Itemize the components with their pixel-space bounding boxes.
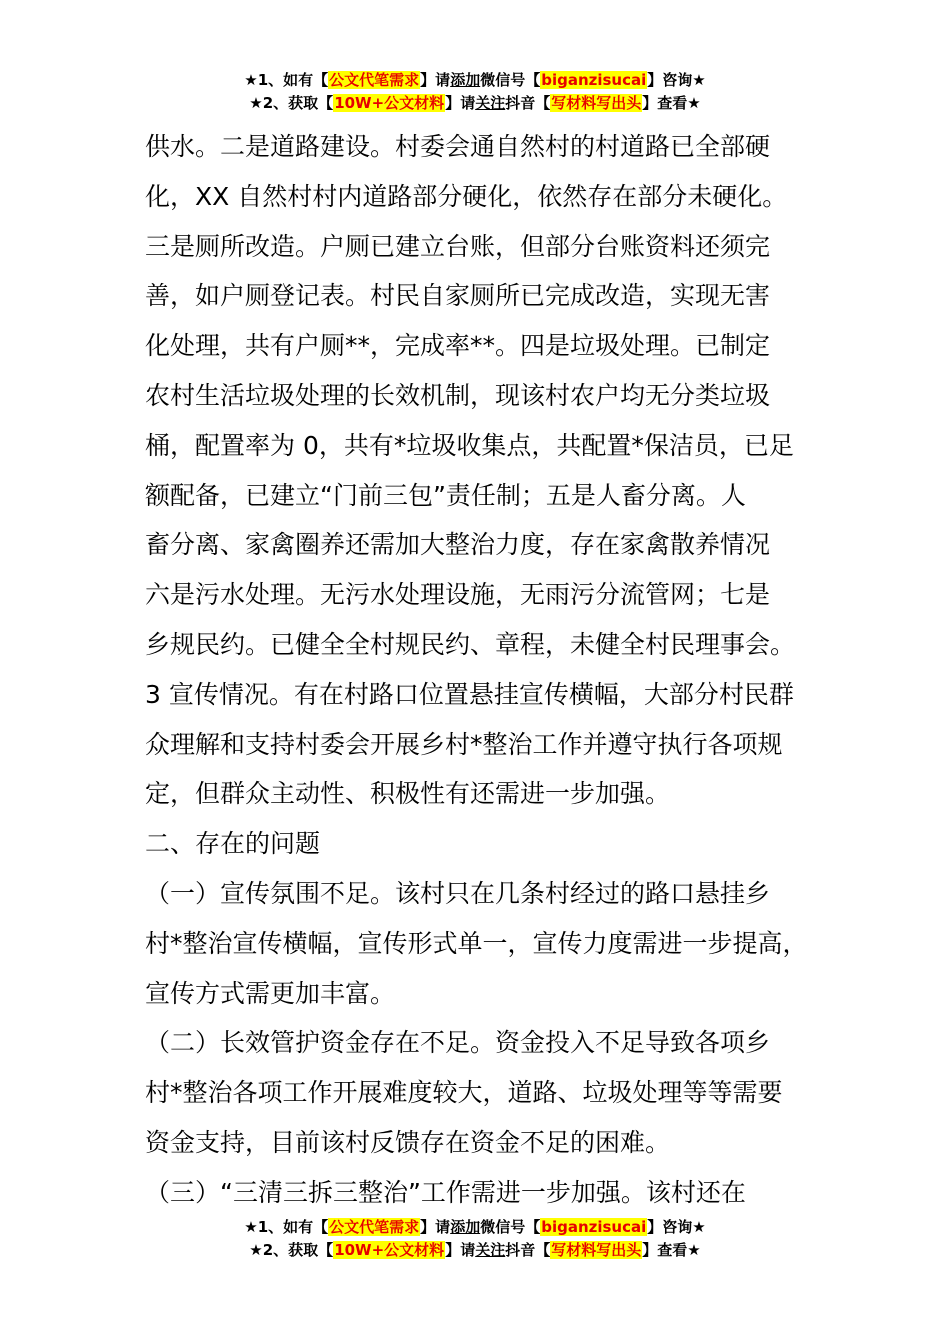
section-heading: 二、存在的问题 (145, 829, 321, 859)
body-line: 宣传方式需更加丰富。 (145, 978, 396, 1008)
body-line: （一）宣传氛围不足。该村只在几条村经过的路口悬挂乡 (145, 878, 771, 908)
header-line-1 (0, 69, 950, 92)
header-line-1-underline: 添加 (450, 71, 481, 89)
body-line: 供水。二是道路建设。村委会通自然村的村道路已全部硬 (145, 132, 771, 161)
body-line: 额配备，已建立“门前三包”责任制；五是人畜分离。人 (145, 480, 746, 510)
footer-line-1-highlight-service: 公文代笔需求 (329, 1218, 420, 1236)
header-line-2-text: 】请 (445, 94, 476, 112)
body-line: 畜分离、家禽圈养还需加大整治力度，存在家禽散养情况 (145, 530, 771, 560)
body-line: 3 宣传情况。有在村路口位置悬挂宣传横幅，大部分村民群 (145, 679, 794, 709)
footer-line-1-text: 】请 (420, 1218, 451, 1236)
header-line-2-highlight-materials: 10W+公文材料 (334, 94, 445, 112)
body-line: 桶，配置率为 0，共有*垃圾收集点，共配置*保洁员，已足 (145, 430, 794, 460)
body-line: 农村生活垃圾处理的长效机制，现该村农户均无分类垃圾 (145, 380, 771, 410)
body-line: 化，XX 自然村村内道路部分硬化，依然存在部分未硬化。 (145, 181, 788, 211)
footer-line-2-highlight-douyin: 写材料写出头 (551, 1241, 642, 1259)
footer-line-2-text: 】请 (445, 1241, 476, 1259)
body-line: 资金支持，目前该村反馈存在资金不足的困难。 (145, 1127, 671, 1157)
body-line: 村*整治各项工作开展难度较大，道路、垃圾处理等等需要 (145, 1078, 783, 1108)
footer-line-2-highlight-materials: 10W+公文材料 (334, 1241, 445, 1259)
header-line-2-highlight-douyin: 写材料写出头 (551, 94, 642, 112)
header-line-2 (0, 92, 950, 115)
header-line-2-text-2: 抖音【 (505, 94, 551, 112)
header-line-1-text-2: 微信号【 (480, 71, 541, 89)
footer-line-2-suffix: 】查看★ (642, 1241, 701, 1259)
header-line-1-text: 】请 (420, 71, 451, 89)
header-line-1-highlight-wechat: biganzisucai (541, 71, 647, 89)
body-line: 善，如户厕登记表。村民自家厕所已完成改造，实现无害 (145, 281, 771, 311)
footer-line-1 (0, 1216, 950, 1239)
header-line-2-suffix: 】查看★ (642, 94, 701, 112)
body-line: （二）长效管护资金存在不足。资金投入不足导致各项乡 (145, 1028, 771, 1058)
body-line: 众理解和支持村委会开展乡村*整治工作并遵守执行各项规 (145, 729, 783, 759)
footer-line-1-suffix: 】咨询★ (647, 1218, 706, 1236)
footer-line-1-text-2: 微信号【 (480, 1218, 541, 1236)
body-line: 村*整治宣传横幅，宣传形式单一，宣传力度需进一步提高， (145, 928, 808, 958)
header-line-2-prefix: ★2、获取【 (249, 94, 334, 112)
header-line-2-underline: 关注 (475, 94, 506, 112)
body-line: 化处理，共有户厕**，完成率**。四是垃圾处理。已制定 (145, 331, 771, 361)
footer-line-2-text-2: 抖音【 (505, 1241, 551, 1259)
header-banner (0, 69, 950, 115)
footer-line-1-prefix: ★1、如有【 (244, 1218, 329, 1236)
footer-line-1-underline: 添加 (450, 1218, 481, 1236)
document-body (145, 122, 845, 1218)
footer-line-2-prefix: ★2、获取【 (249, 1241, 334, 1259)
body-line: 六是污水处理。无污水处理设施，无雨污分流管网；七是 (145, 580, 771, 610)
body-line: 定，但群众主动性、积极性有还需进一步加强。 (145, 779, 671, 809)
footer-line-2-underline: 关注 (475, 1241, 506, 1259)
body-line: 乡规民约。已健全全村规民约、章程，未健全村民理事会。 (145, 629, 796, 659)
header-line-1-highlight-service: 公文代笔需求 (329, 71, 420, 89)
footer-line-1-highlight-wechat: biganzisucai (541, 1218, 647, 1236)
header-line-1-prefix: ★1、如有【 (244, 71, 329, 89)
footer-banner (0, 1216, 950, 1262)
footer-line-2 (0, 1239, 950, 1262)
header-line-1-suffix: 】咨询★ (647, 71, 706, 89)
body-line: 三是厕所改造。户厕已建立台账，但部分台账资料还须完 (145, 231, 771, 261)
body-line: （三）“三清三拆三整治”工作需进一步加强。该村还在 (145, 1177, 746, 1207)
